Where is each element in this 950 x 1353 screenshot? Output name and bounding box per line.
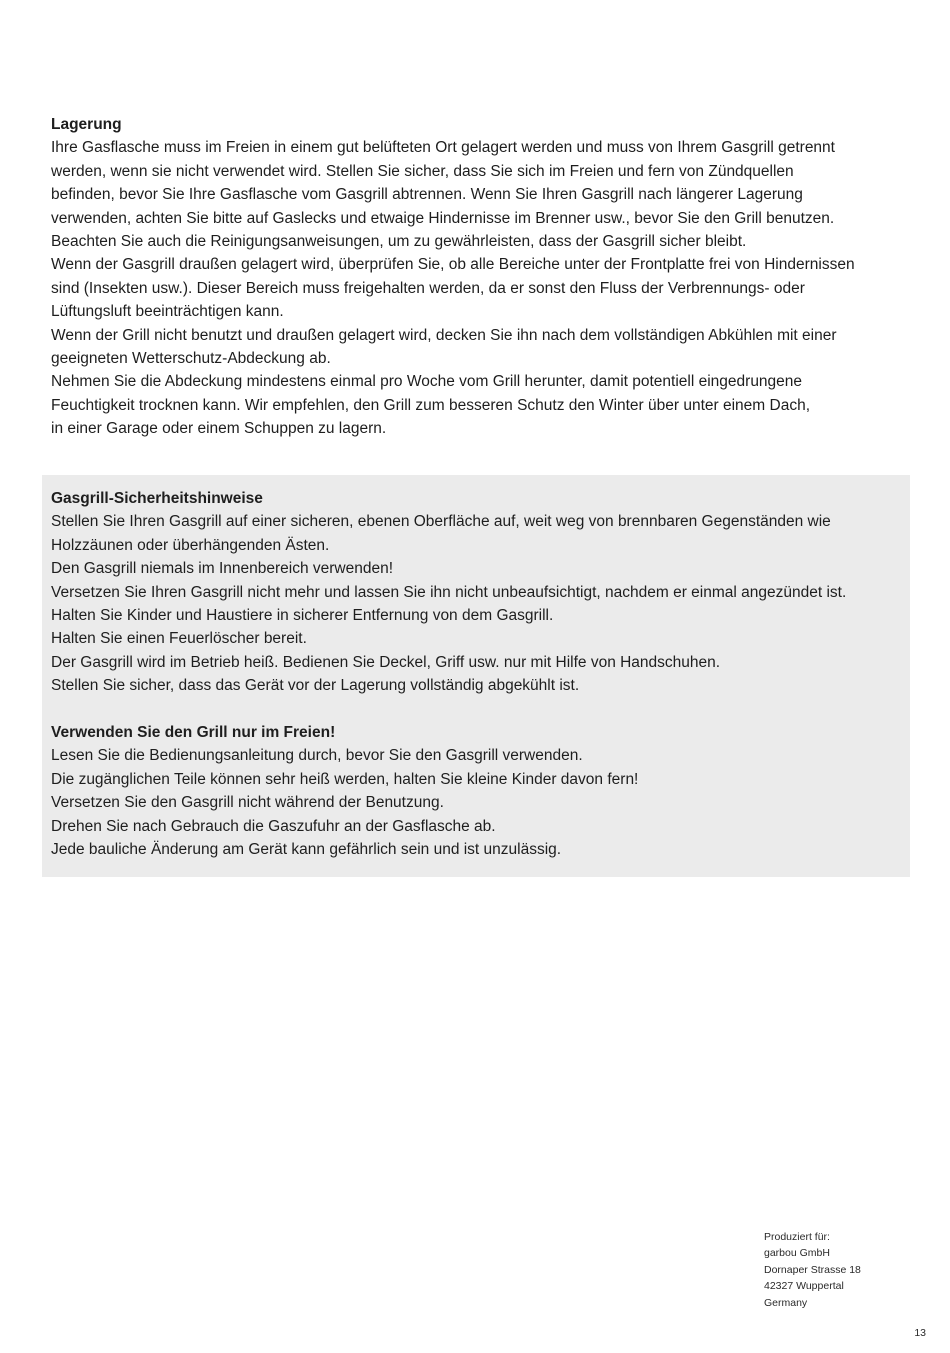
address-line: garbou GmbH [764,1247,830,1260]
storage-line: Beachten Sie auch die Reinigungsanweisungen, um zu gewährleisten, dass der Gasgrill sicher bleibt. [51,233,747,251]
storage-line: geeigneten Wetterschutz-Abdeckung ab. [51,350,331,368]
safety-line: Halten Sie einen Feuerlöscher bereit. [51,630,307,648]
storage-line: werden, wenn sie nicht verwendet wird. Stellen Sie sicher, dass Sie sich im Freien und fern von Zündquellen [51,162,794,180]
storage-line: befinden, bevor Sie Ihre Gasflasche vom Gasgrill abtrennen. Wenn Sie Ihren Gasgrill nach längerer Lagerung [51,186,803,204]
storage-line: Wenn der Gasgrill draußen gelagert wird, überprüfen Sie, ob alle Bereiche unter der Frontplatte frei von Hindernissen [51,256,855,274]
storage-line: Feuchtigkeit trocknen kann. Wir empfehlen, den Grill zum besseren Schutz den Winter über unter einem Dach, [51,396,811,414]
storage-section [51,113,911,441]
safety-line: Versetzen Sie Ihren Gasgrill nicht mehr und lassen Sie ihn nicht unbeaufsichtigt, nachdem er einmal angezündet ist. [51,583,847,601]
paragraph-spacer [51,698,906,721]
address-line: 42327 Wuppertal [764,1280,844,1293]
safety-line: Stellen Sie Ihren Gasgrill auf einer sicheren, ebenen Oberfläche auf, weit weg von brennbaren Gegenständen wie [51,513,831,531]
storage-line: Wenn der Grill nicht benutzt und draußen gelagert wird, decken Sie ihn nach dem vollständigen Abkühlen mit einer [51,326,837,344]
storage-line: Nehmen Sie die Abdeckung mindestens einmal pro Woche vom Grill herunter, damit potentiell eingedrungene [51,373,803,391]
page-number: 13 [914,1327,926,1339]
safety-line: Halten Sie Kinder und Haustiere in sicherer Entfernung von dem Gasgrill. [51,607,554,625]
storage-line: sind (Insekten usw.). Dieser Bereich muss freigehalten werden, da er sonst den Fluss der Verbrennungs- oder [51,279,805,297]
address-line: Germany [764,1296,808,1309]
outdoor-line: Die zugänglichen Teile können sehr heiß werden, halten Sie kleine Kinder davon fern! [51,770,639,788]
outdoor-line: Versetzen Sie den Gasgrill nicht während der Benutzung. [51,794,444,812]
safety-line: Holzzäunen oder überhängenden Ästen. [51,536,330,554]
storage-line: Lüftungsluft beeinträchtigen kann. [51,303,284,321]
safety-heading: Gasgrill-Sicherheitshinweise [51,490,263,507]
safety-notes-box [42,475,910,877]
safety-line: Den Gasgrill niemals im Innenbereich verwenden! [51,560,394,578]
address-line: Produziert für: [764,1231,830,1243]
outdoor-line: Jede bauliche Änderung am Gerät kann gefährlich sein und ist unzulässig. [51,841,562,859]
safety-line: Der Gasgrill wird im Betrieb heiß. Bedienen Sie Deckel, Griff usw. nur mit Hilfe von Handschuhen. [51,653,721,671]
storage-line: verwenden, achten Sie bitte auf Gaslecks und etwaige Hindernisse im Brenner usw., bevor Sie den Grill benutzen. [51,209,835,227]
safety-notes-content [51,487,906,861]
manufacturer-address [764,1229,861,1311]
outdoor-line: Drehen Sie nach Gebrauch die Gaszufuhr an der Gasflasche ab. [51,817,496,835]
outdoor-only-heading: Verwenden Sie den Grill nur im Freien! [51,724,336,742]
safety-line: Stellen Sie sicher, dass das Gerät vor der Lagerung vollständig abgekühlt ist. [51,677,580,695]
address-line: Dornaper Strasse 18 [764,1263,861,1276]
storage-heading: Lagerung [51,116,122,133]
outdoor-line: Lesen Sie die Bedienungsanleitung durch, bevor Sie den Gasgrill verwenden. [51,747,583,765]
storage-line: Ihre Gasflasche muss im Freien in einem gut belüfteten Ort gelagert werden und muss von Ihrem Gasgrill getrennt [51,139,835,157]
storage-line: in einer Garage oder einem Schuppen zu lagern. [51,420,387,438]
